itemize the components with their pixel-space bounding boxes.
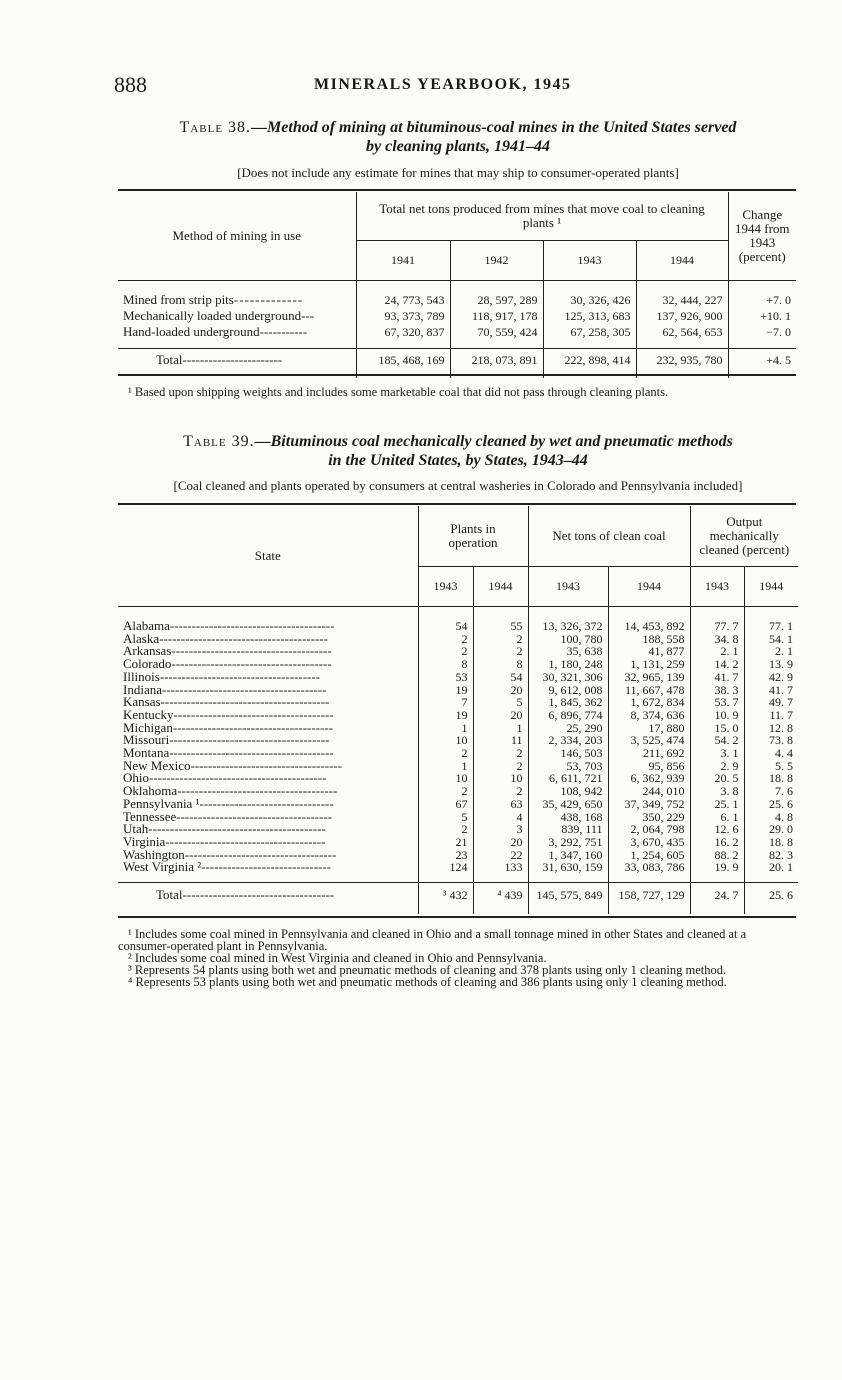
table39-cell: 25. 6 xyxy=(744,882,798,908)
table39-body xyxy=(118,620,798,874)
table39-cell: 3 xyxy=(473,823,528,836)
table38-note: [Does not include any estimate for mines that may ship to consumer-operated plants] xyxy=(237,165,679,180)
table39-note: [Coal cleaned and plants operated by consumers at central washeries in Colorado and Pennsylvania included] xyxy=(173,478,743,493)
table39-cell: 54 xyxy=(418,620,473,633)
table39-cell: 33, 083, 786 xyxy=(608,861,690,874)
table39-state-label: Colorado------------------------------------- xyxy=(123,656,332,672)
table39-state-label: Illinois------------------------------------- xyxy=(123,668,321,684)
table38-title-line1: —Method of mining at bituminous-coal mines in the United States served xyxy=(251,119,737,136)
table39-cell: 11 xyxy=(473,734,528,747)
table39-footnote-2: ² Includes some coal mined in West Virginia and cleaned in Ohio and Pennsylvania. xyxy=(128,951,547,965)
table39-cell: 63 xyxy=(473,798,528,811)
table39-cell: 1, 131, 259 xyxy=(608,658,690,671)
table39-cell: 4. 4 xyxy=(744,747,798,760)
table39-cell: 7 xyxy=(418,696,473,709)
table39-cell: 22 xyxy=(473,849,528,862)
table39-cell: 4 xyxy=(473,811,528,824)
table39-cell: 9, 612, 008 xyxy=(528,684,608,697)
table38-cell: 118, 917, 178 xyxy=(450,308,543,324)
table39-cell: 2 xyxy=(473,633,528,646)
table38-cell: 137, 926, 900 xyxy=(636,308,728,324)
table39-cell: 124 xyxy=(418,861,473,874)
table39-cell: 6. 1 xyxy=(690,811,744,824)
table39-cell: 19. 9 xyxy=(690,861,744,874)
table39-cell: 244, 010 xyxy=(608,785,690,798)
table39-cell: 211, 692 xyxy=(608,747,690,760)
table38-cell: 232, 935, 780 xyxy=(636,348,728,372)
table38-label: Table 38. xyxy=(179,119,252,136)
table39-header-state: State xyxy=(254,547,281,563)
table39-cell: 5 xyxy=(473,696,528,709)
table38-year-1944: 1944 xyxy=(636,240,728,280)
table39-year: 1944 xyxy=(608,566,690,606)
table39-cell: 6, 362, 939 xyxy=(608,772,690,785)
table39-cell: 13. 9 xyxy=(744,658,798,671)
table39-bottom-rule xyxy=(118,916,796,918)
table39-cell: 53 xyxy=(418,671,473,684)
table39-cell: 29. 0 xyxy=(744,823,798,836)
table39-label: Table 39. xyxy=(183,433,255,450)
table39-cell: 34. 8 xyxy=(690,633,744,646)
table39-footnote-1: ¹ Includes some coal mined in Pennsylvania and cleaned in Ohio and a small tonnage mined in other States and cleaned at a consumer-operated plant in Pennsylvania. xyxy=(118,927,747,953)
table39-caption xyxy=(118,432,798,470)
table39-cell: 2 xyxy=(473,760,528,773)
table39-state-label: Missouri------------------------------------- xyxy=(123,732,330,748)
table38-cell: +10. 1 xyxy=(728,308,796,324)
table39-year: 1943 xyxy=(528,566,608,606)
table39-header-tons: Net tons of clean coal xyxy=(528,506,690,566)
table39-state-label: Montana-------------------------------------- xyxy=(123,745,334,761)
table39-cell: 158, 727, 129 xyxy=(608,882,690,908)
table39-state-label: Ohio----------------------------------------- xyxy=(123,770,327,786)
table39-cell: 1 xyxy=(418,722,473,735)
table39-cell: 20 xyxy=(473,684,528,697)
table39-cell: 10 xyxy=(418,734,473,747)
table39-cell: 25. 6 xyxy=(744,798,798,811)
table38-total-label: Total----------------------- xyxy=(156,352,283,368)
table39-cell: 12. 8 xyxy=(744,722,798,735)
table39-cell: ³ 432 xyxy=(418,882,473,908)
table39-total-row xyxy=(118,882,798,908)
table39-title-line2: in the United States, by States, 1943–44 xyxy=(328,452,588,469)
table39-cell: ⁴ 439 xyxy=(473,882,528,908)
table38-bottom-rule xyxy=(118,374,796,376)
table39-year: 1944 xyxy=(473,566,528,606)
table39-cell: 77. 7 xyxy=(690,620,744,633)
table39-cell: 53. 7 xyxy=(690,696,744,709)
table39-cell: 95, 856 xyxy=(608,760,690,773)
table38-cell: 24, 773, 543 xyxy=(356,292,450,308)
table39-cell: 350, 229 xyxy=(608,811,690,824)
table39-cell: 133 xyxy=(473,861,528,874)
table39-cell: 73. 8 xyxy=(744,734,798,747)
table39-cell: 2 xyxy=(473,785,528,798)
table39-state-label: West Virginia ²------------------------------ xyxy=(123,859,332,875)
table39-cell: 32, 965, 139 xyxy=(608,671,690,684)
table38-header-change: Change 1944 from 1943 (percent) xyxy=(728,192,796,280)
table39-cell: 14, 453, 892 xyxy=(608,620,690,633)
table39-cell: 67 xyxy=(418,798,473,811)
table38-cell: 67, 320, 837 xyxy=(356,324,450,340)
table38-row xyxy=(118,292,796,308)
table39-cell: 145, 575, 849 xyxy=(528,882,608,908)
table39-state-label: Virginia------------------------------------- xyxy=(123,833,326,849)
table39-cell: 2. 9 xyxy=(690,760,744,773)
table39-cell: 19 xyxy=(418,709,473,722)
table39-cell: 20 xyxy=(473,836,528,849)
table38-cell: −7. 0 xyxy=(728,324,796,340)
table38-header-method: Method of mining in use xyxy=(172,227,302,243)
table39-cell: 88. 2 xyxy=(690,849,744,862)
table39-cell: 41. 7 xyxy=(744,684,798,697)
table39-cell: 77. 1 xyxy=(744,620,798,633)
table39-cell: 16. 2 xyxy=(690,836,744,849)
table39-cell: 54. 2 xyxy=(690,734,744,747)
table39-year: 1943 xyxy=(418,566,473,606)
table39-cell: 4. 8 xyxy=(744,811,798,824)
table39-cell: 30, 321, 306 xyxy=(528,671,608,684)
running-title: MINERALS YEARBOOK, 1945 xyxy=(314,76,572,93)
table38-year-1942: 1942 xyxy=(450,240,543,280)
table39-cell: 1, 845, 362 xyxy=(528,696,608,709)
table39-cell: 2 xyxy=(418,747,473,760)
table39-state-label: Alaska--------------------------------------- xyxy=(123,630,328,646)
table39-footnote-4: ⁴ Represents 53 plants using both wet and pneumatic methods of cleaning and 386 plants using only 1 cleaning method. xyxy=(128,975,727,989)
table39-header-plants: Plants in operation xyxy=(418,506,528,566)
table39-cell: 37, 349, 752 xyxy=(608,798,690,811)
table39-cell: 10 xyxy=(473,772,528,785)
table39-cell: 54 xyxy=(473,671,528,684)
table39-cell: 20 xyxy=(473,709,528,722)
table38-cell: 185, 468, 169 xyxy=(356,348,450,372)
table39-cell: 82. 3 xyxy=(744,849,798,862)
table39-state-label: Tennessee------------------------------------ xyxy=(123,808,333,824)
table39-cell: 2, 334, 203 xyxy=(528,734,608,747)
table38-title-line2: by cleaning plants, 1941–44 xyxy=(365,138,550,155)
table39-state-label: Michigan------------------------------------- xyxy=(123,719,334,735)
table39-cell: 1, 254, 605 xyxy=(608,849,690,862)
page-number: 888 xyxy=(114,72,147,97)
table39-cell: 20. 5 xyxy=(690,772,744,785)
table38-caption xyxy=(118,118,798,156)
table39-cell: 41, 877 xyxy=(608,645,690,658)
table38-header-group: Total net tons produced from mines that move coal to cleaning plants ¹ xyxy=(356,192,728,240)
table39-state-label: Indiana-------------------------------------- xyxy=(123,681,327,697)
table39-cell: 55 xyxy=(473,620,528,633)
table39-cell: 10. 9 xyxy=(690,709,744,722)
table39-cell: 24. 7 xyxy=(690,882,744,908)
table38-cell: 67, 258, 305 xyxy=(543,324,636,340)
table39-state-label: Oklahoma------------------------------------- xyxy=(123,783,338,799)
table38-cell: 32, 444, 227 xyxy=(636,292,728,308)
table39-cell: 1, 672, 834 xyxy=(608,696,690,709)
table39-cell: 2 xyxy=(473,747,528,760)
table38-footnote-1: ¹ Based upon shipping weights and includes some marketable coal that did not pass through cleaning plants. xyxy=(128,385,669,399)
table39 xyxy=(118,506,798,914)
table38-cell: 93, 373, 789 xyxy=(356,308,450,324)
table38-cell: 70, 559, 424 xyxy=(450,324,543,340)
table39-cell: 35, 429, 650 xyxy=(528,798,608,811)
table39-cell: 12. 6 xyxy=(690,823,744,836)
table39-cell: 14. 2 xyxy=(690,658,744,671)
table39-cell: 2 xyxy=(418,823,473,836)
table39-cell: 17, 880 xyxy=(608,722,690,735)
table39-cell: 2 xyxy=(473,645,528,658)
table39-cell: 23 xyxy=(418,849,473,862)
table39-cell: 108, 942 xyxy=(528,785,608,798)
table38-cell: 218, 073, 891 xyxy=(450,348,543,372)
table38-row-label: Mined from strip pits------------- xyxy=(123,292,304,307)
table38-year-1941: 1941 xyxy=(356,240,450,280)
table39-footnote-3: ³ Represents 54 plants using both wet and pneumatic methods of cleaning and 378 plants using only 1 cleaning method. xyxy=(128,963,727,977)
table39-cell: 25, 290 xyxy=(528,722,608,735)
table39-cell: 1 xyxy=(418,760,473,773)
table38 xyxy=(118,192,796,378)
table38-year-1943: 1943 xyxy=(543,240,636,280)
table39-cell: 3, 292, 751 xyxy=(528,836,608,849)
table39-cell: 31, 630, 159 xyxy=(528,861,608,874)
table39-cell: 10 xyxy=(418,772,473,785)
table39-title-line1: —Bituminous coal mechanically cleaned by wet and pneumatic methods xyxy=(254,433,733,450)
table39-state-label: Kansas--------------------------------------- xyxy=(123,694,330,710)
table39-cell: 11. 7 xyxy=(744,709,798,722)
table39-cell: 54. 1 xyxy=(744,633,798,646)
table39-cell: 2 xyxy=(418,645,473,658)
table39-state-label: Kentucky------------------------------------- xyxy=(123,706,334,722)
table38-cell: +4. 5 xyxy=(728,348,796,372)
table39-top-rule xyxy=(118,503,796,505)
table38-top-rule xyxy=(118,189,796,191)
table39-cell: 3. 1 xyxy=(690,747,744,760)
table39-cell: 13, 326, 372 xyxy=(528,620,608,633)
table39-cell: 2 xyxy=(418,785,473,798)
table39-row xyxy=(118,861,798,874)
table39-cell: 1, 180, 248 xyxy=(528,658,608,671)
table39-cell: 6, 896, 774 xyxy=(528,709,608,722)
table39-cell: 1 xyxy=(473,722,528,735)
table39-cell: 2, 064, 798 xyxy=(608,823,690,836)
table39-cell: 19 xyxy=(418,684,473,697)
table38-cell: 62, 564, 653 xyxy=(636,324,728,340)
table39-cell: 100, 780 xyxy=(528,633,608,646)
table38-cell: 125, 313, 683 xyxy=(543,308,636,324)
table39-cell: 839, 111 xyxy=(528,823,608,836)
table39-cell: 35, 638 xyxy=(528,645,608,658)
table39-state-label: Pennsylvania ¹------------------------------- xyxy=(123,795,334,811)
table39-footnotes xyxy=(118,928,800,988)
table38-cell: 30, 326, 426 xyxy=(543,292,636,308)
page-header xyxy=(114,72,796,102)
table39-state-label: Arkansas------------------------------------- xyxy=(123,643,332,659)
table38-row xyxy=(118,324,796,340)
table39-year: 1943 xyxy=(690,566,744,606)
table38-cell: 222, 898, 414 xyxy=(543,348,636,372)
table39-cell: 49. 7 xyxy=(744,696,798,709)
table39-cell: 2. 1 xyxy=(690,645,744,658)
table39-cell: 42. 9 xyxy=(744,671,798,684)
table39-cell: 6, 611, 721 xyxy=(528,772,608,785)
table39-cell: 53, 703 xyxy=(528,760,608,773)
table39-total-label: Total----------------------------------- xyxy=(156,887,335,903)
table39-cell: 5. 5 xyxy=(744,760,798,773)
table39-cell: 18. 8 xyxy=(744,836,798,849)
table38-total-row xyxy=(118,348,796,372)
table39-state-label: New Mexico----------------------------------- xyxy=(123,757,343,773)
table38-row xyxy=(118,308,796,324)
table39-cell: 20. 1 xyxy=(744,861,798,874)
table39-cell: 2. 1 xyxy=(744,645,798,658)
table39-cell: 2 xyxy=(418,633,473,646)
table39-cell: 7. 6 xyxy=(744,785,798,798)
table39-cell: 18. 8 xyxy=(744,772,798,785)
table39-cell: 21 xyxy=(418,836,473,849)
table39-cell: 25. 1 xyxy=(690,798,744,811)
table39-header-output: Output mechanically cleaned (percent) xyxy=(690,506,798,566)
table39-cell: 8 xyxy=(418,658,473,671)
table39-cell: 38. 3 xyxy=(690,684,744,697)
table39-cell: 3. 8 xyxy=(690,785,744,798)
table39-cell: 5 xyxy=(418,811,473,824)
table38-cell: +7. 0 xyxy=(728,292,796,308)
table38-row-label: Mechanically loaded underground--- xyxy=(123,308,315,323)
table39-cell: 15. 0 xyxy=(690,722,744,735)
table39-cell: 3, 670, 435 xyxy=(608,836,690,849)
table38-cell: 28, 597, 289 xyxy=(450,292,543,308)
table39-state-label: Alabama-------------------------------------- xyxy=(123,618,335,633)
table38-footnote xyxy=(118,386,800,398)
table39-state-label: Utah----------------------------------------- xyxy=(123,821,326,837)
table39-cell: 3, 525, 474 xyxy=(608,734,690,747)
table39-cell: 8 xyxy=(473,658,528,671)
table38-row-label: Hand-loaded underground----------- xyxy=(123,324,308,339)
table39-cell: 1, 347, 160 xyxy=(528,849,608,862)
table39-year: 1944 xyxy=(744,566,798,606)
table39-state-label: Washington----------------------------------- xyxy=(123,846,337,862)
table39-cell: 11, 667, 478 xyxy=(608,684,690,697)
table39-cell: 8, 374, 636 xyxy=(608,709,690,722)
table39-cell: 146, 503 xyxy=(528,747,608,760)
table39-cell: 188, 558 xyxy=(608,633,690,646)
table39-cell: 41. 7 xyxy=(690,671,744,684)
table39-cell: 438, 168 xyxy=(528,811,608,824)
